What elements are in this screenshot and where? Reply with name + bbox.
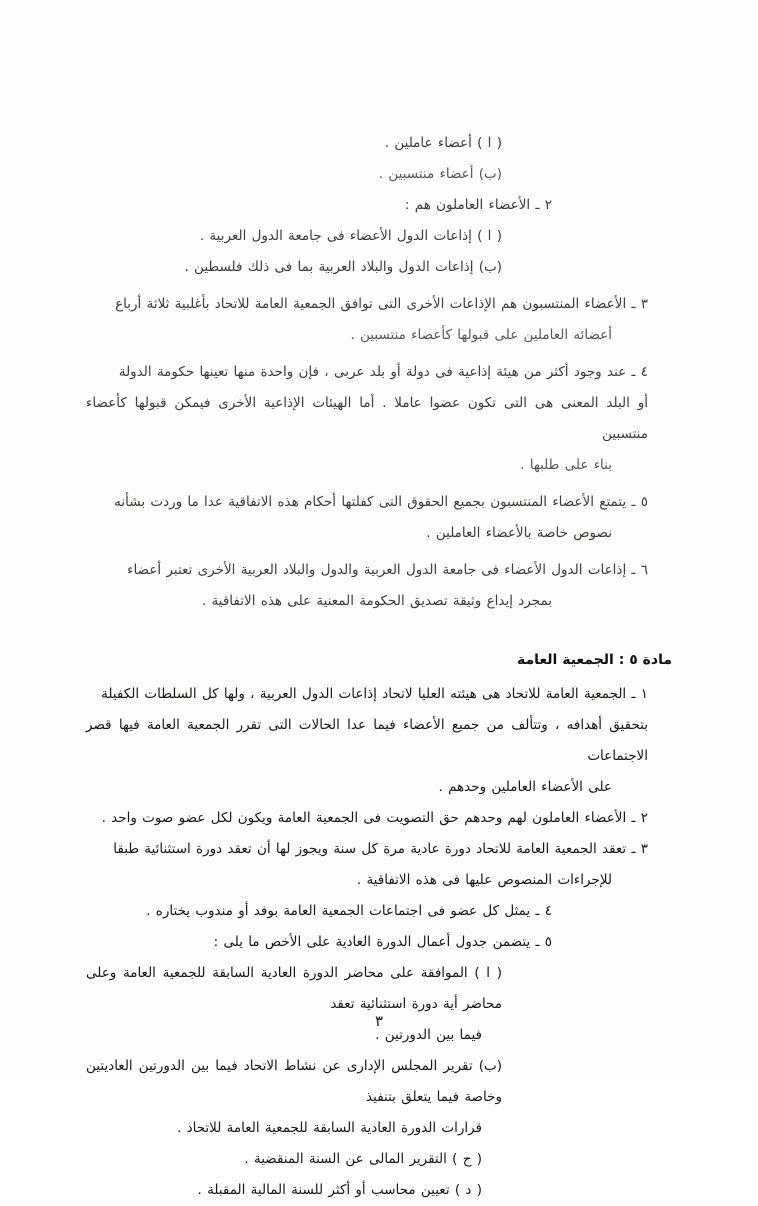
paragraph: بمجرد إيداع وثيقة تصديق الحكومة المعنية على هذه الاتفاقية . xyxy=(201,593,552,609)
paragraph: ١ ـ الجمعية العامة للاتحاد هى هيئته العليا لاتحاد إذاعات الدول العربية ، ولها كل السلطات الكفيلة xyxy=(101,686,648,702)
paragraph: ٥ ـ يتضمن جدول أعمال الدورة العادية على الأخص ما يلى : xyxy=(213,934,552,950)
paragraph: نصوص خاصة بالأعضاء العاملين . xyxy=(426,525,612,541)
paragraph: على الأعضاء العاملين وحدهم . xyxy=(438,779,612,795)
paragraph: ٤ ـ عند وجود أكثر من هيئة إذاعية فى دولة أو بلد عربى ، فإن واحدة منها تعينها حكومة الدولة xyxy=(118,364,648,380)
paragraph: ٦ ـ إذاعات الدول الأعضاء فى جامعة الدول العربية والدول والبلاد العربية الأخرى تعتبر أعضاء xyxy=(127,562,648,578)
paragraph: ٣ ـ تعقد الجمعية العامة للاتحاد دورة عادية مرة كل سنة ويجوز لها أن تعقد دورة استثنائية طبقا xyxy=(113,841,648,857)
list-item: ( ا ) الموافقة على محاضر الدورة العادية السابقة للجمعية العامة وعلى محاضر أية دورة استثنائية تعقد xyxy=(86,965,502,1012)
paragraph: بناء على طلبها . xyxy=(520,457,612,473)
paragraph: ٤ ـ يمثل كل عضو فى اجتماعات الجمعية العامة بوفد أو مندوب يختاره . xyxy=(146,903,552,919)
paragraph: ٢ ـ الأعضاء العاملون لهم وحدهم حق التصويت فى الجمعية العامة ويكون لكل عضو صوت واحد . xyxy=(101,810,648,826)
paragraph: ٥ ـ يتمتع الأعضاء المنتسبون بجميع الحقوق التى كفلتها أحكام هذه الاتفاقية عدا ما وردت بشأنه xyxy=(114,494,648,510)
list-item-continuation: قرارات الدورة العادية السابقة للجمعية العامة للاتحاد . xyxy=(176,1120,482,1136)
paragraph: أو البلد المعنى هى التى تكون عضوا عاملا . أما الهيئات الإذاعية الأخرى فيمكن قبولها كأعضاء منتسبين xyxy=(86,395,648,442)
paragraph: أعضائه العاملين على قبولها كأعضاء منتسبين . xyxy=(350,327,612,343)
list-item: ( د ) تعيين محاسب أو أكثر للسنة المالية المقبلة . xyxy=(197,1182,482,1198)
list-item: ( ح ) التقرير المالى عن السنة المنقضية . xyxy=(244,1151,482,1167)
spacer xyxy=(86,617,672,629)
document-body xyxy=(86,128,672,1206)
list-item: ( ا ) أعضاء عاملين . xyxy=(384,135,502,151)
paragraph: ٢ ـ الأعضاء العاملون هم : xyxy=(404,197,552,213)
paragraph: بتحقيق أهدافه ، وتتألف من جميع الأعضاء فيما عدا الحالات التى تقرر الجمعية العامة فيها قصر الاجتماعات xyxy=(86,717,648,764)
list-item-continuation: فيما بين الدورتين . xyxy=(375,1027,482,1043)
section-heading: مادة ٥ : الجمعية العامة xyxy=(516,652,672,668)
list-item: (ب) تقرير المجلس الإدارى عن نشاط الاتحاد فيما بين الدورتين العاديتين وخاصة فيما يتعلق بتنفيذ xyxy=(86,1058,502,1105)
paragraph: ٣ ـ الأعضاء المنتسبون هم الإذاعات الأخرى التى توافق الجمعية العامة للاتحاد بأغلبية ثلاثة أرباع xyxy=(115,296,648,312)
list-item: (ب) إذاعات الدول والبلاد العربية بما فى ذلك فلسطين . xyxy=(184,259,502,275)
paragraph: للإجراءات المنصوص عليها فى هذه الاتفاقية . xyxy=(356,872,612,888)
page-number: ٣ xyxy=(374,1012,384,1030)
list-item: (ب) أعضاء منتسبين . xyxy=(378,166,502,182)
list-item: ( ا ) إذاعات الدول الأعضاء فى جامعة الدول العربية . xyxy=(199,228,502,244)
